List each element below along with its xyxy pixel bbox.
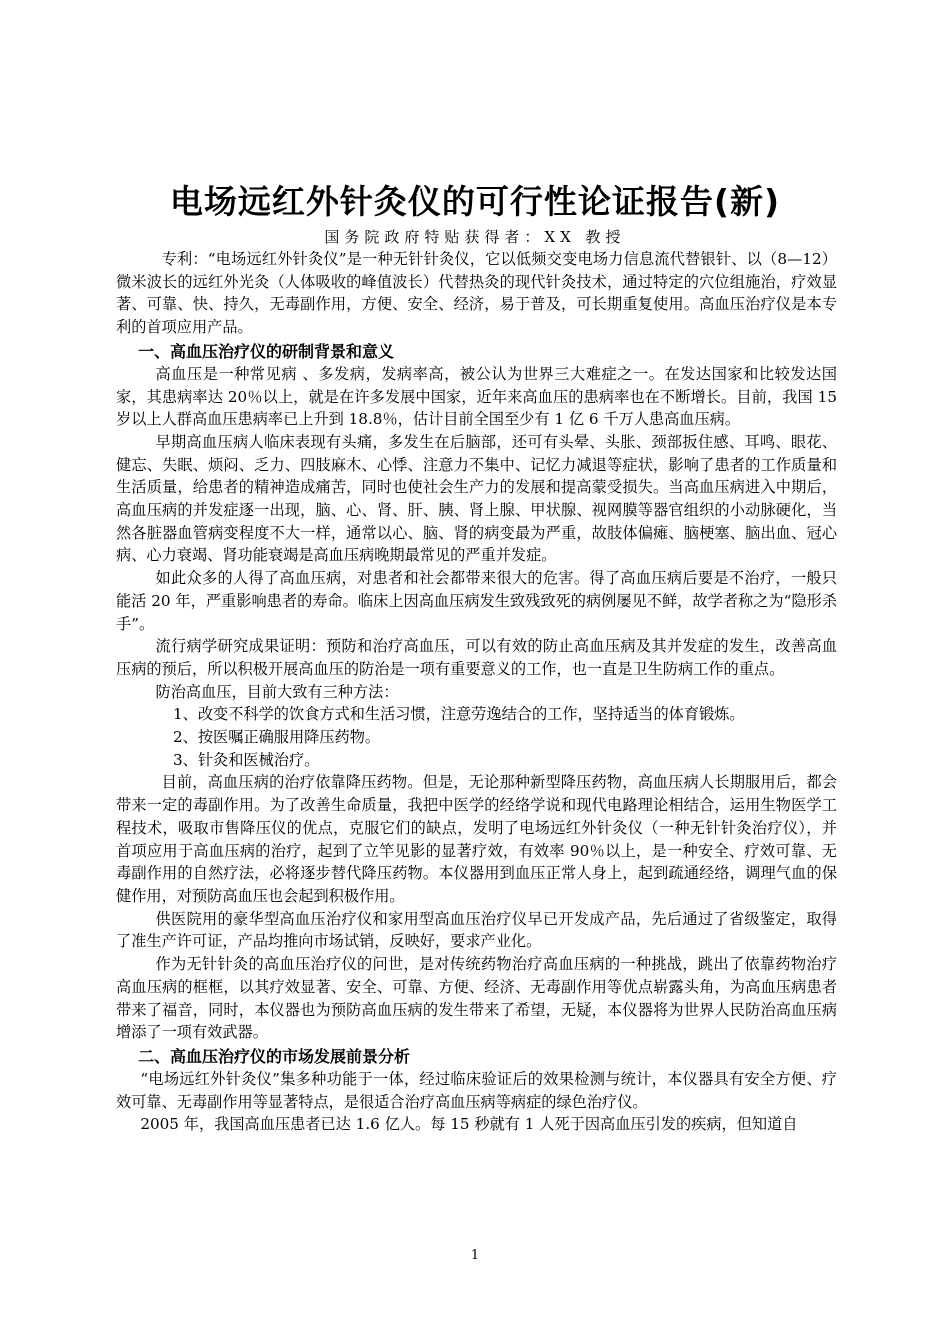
section-heading-2: 二、高血压治疗仪的市场发展前景分析 — [138, 1046, 411, 1066]
document-body — [116, 248, 837, 1136]
section-heading-1: 一、高血压治疗仪的研制背景和意义 — [138, 341, 395, 361]
paragraph: 目前，高血压病的治疗依靠降压药物。但是，无论那种新型降压药物，高血压病人长期服用后，都会带来一定的毒副作用。为了改善生命质量，我把中医学的经络学说和现代电路理论相结合，运用生物医学工程技术，吸取市售降压仪的优点，克服它们的缺点，发明了电场远红外针灸仪（一种无针针灸治疗仪），并首项应用于高血压病的治疗，起到了立竿见影的显著疗效，有效率 90％以上，是一种安全、疗效可靠、无毒副作用的自然疗法，必将逐步替代降压药物。本仪器用到血压正常人身上，起到疏通经络，调理气血的保健作用，对预防高血压也会起到积极作用。 — [116, 773, 837, 905]
intro-paragraph: 专利：“电场远红外针灸仪”是一种无针针灸仪，它以低频交变电场力信息流代替银针、以（8—12）微米波长的远红外光灸（人体吸收的峰值波长）代替热灸的现代针灸技术，通过特定的穴位组施治，疗效显著、可靠、快、持久，无毒副作用，方便、安全、经济，易于普及，可长期重复使用。高血压治疗仪是本专利的首项应用产品。 — [116, 250, 837, 337]
list-item: 2、按医嘱正确服用降压药物。 — [173, 728, 381, 747]
paragraph: 高血压是一种常见病 、多发病，发病率高，被公认为世界三大难症之一。在发达国家和比较发达国家，其患病率达 20％以上，就是在许多发展中国家，近年来高血压的患病率也在不断增长。目前，我国 15 岁以上人群高血压患病率已上升到 18.8％，估计目前全国至少有 1 亿 6 千万人患高血压病。 — [116, 364, 837, 429]
paragraph: 2005 年，我国高血压患者已达 1.6 亿人。每 15 秒就有 1 人死于因高血压引发的疾病，但知道自 — [140, 1115, 798, 1134]
paragraph: “电场远红外针灸仪”集多种功能于一体，经过临床验证后的效果检测与统计，本仪器具有安全方便、疗效可靠、无毒副作用等显著特点，是很适合治疗高血压病等病症的绿色治疗仪。 — [116, 1069, 837, 1111]
paragraph: 如此众多的人得了高血压病，对患者和社会都带来很大的危害。得了高血压病后要是不治疗，一般只能活 20 年，严重影响患者的寿命。临床上因高血压病发生致残致死的病例屡见不鲜，故学者称之为“隐形杀手”。 — [116, 569, 837, 633]
paragraph: 作为无针针灸的高血压治疗仪的问世，是对传统药物治疗高血压病的一种挑战，跳出了依靠药物治疗高血压病的框框，以其疗效显著、安全、可靠、方便、经济、无毒副作用等优点崭露头角，为高血压病患者带来了福音，同时，本仪器也为预防高血压病的发生带来了希望，无疑，本仪器将为世界人民防治高血压病增添了一项有效武器。 — [116, 955, 837, 1042]
paragraph: 防治高血压，目前大致有三种方法： — [155, 682, 399, 701]
paragraph: 供医院用的豪华型高血压治疗仪和家用型高血压治疗仪早已开发成产品，先后通过了省级鉴定，取得了准生产许可证，产品均推向市场试销，反映好，要求产业化。 — [116, 909, 837, 951]
list-item: 3、针灸和医械治疗。 — [173, 750, 320, 769]
page-number: 1 — [470, 1248, 480, 1263]
paragraph: 早期高血压病人临床表现有头痛，多发生在后脑部，还可有头晕、头胀、颈部扳住感、耳鸣、眼花、健忘、失眠、烦闷、乏力、四肢麻木、心悸、注意力不集中、记忆力减退等症状，影响了患者的工作质量和生活质量，给患者的精神造成痛苦，同时也使社会生产力的发展和提高蒙受损失。当高血压病进入中期后，高血压病的并发症逐一出现，脑、心、肾、肝、胰、肾上腺、甲状腺、视网膜等器官组织的小动脉硬化，当然各脏器血管病变程度不大一样，通常以心、脑、肾的病变最为严重，故肢体偏瘫、脑梗塞、脑出血、冠心病、心力衰竭、肾功能衰竭是高血压病晚期最常见的严重并发症。 — [116, 432, 837, 565]
document-title: 电场远红外针灸仪的可行性论证报告(新) — [169, 182, 781, 221]
paragraph: 流行病学研究成果证明：预防和治疗高血压，可以有效的防止高血压病及其并发症的发生，改善高血压病的预后，所以积极开展高血压的防治是一项有重要意义的工作，也一直是卫生防病工作的重点。 — [116, 637, 837, 678]
list-item: 1、改变不科学的饮食方式和生活习惯，注意劳逸结合的工作，坚持适当的体育锻炼。 — [173, 705, 745, 724]
author-line: 国务院政府特贴获得者：XX 教授 — [324, 228, 626, 246]
